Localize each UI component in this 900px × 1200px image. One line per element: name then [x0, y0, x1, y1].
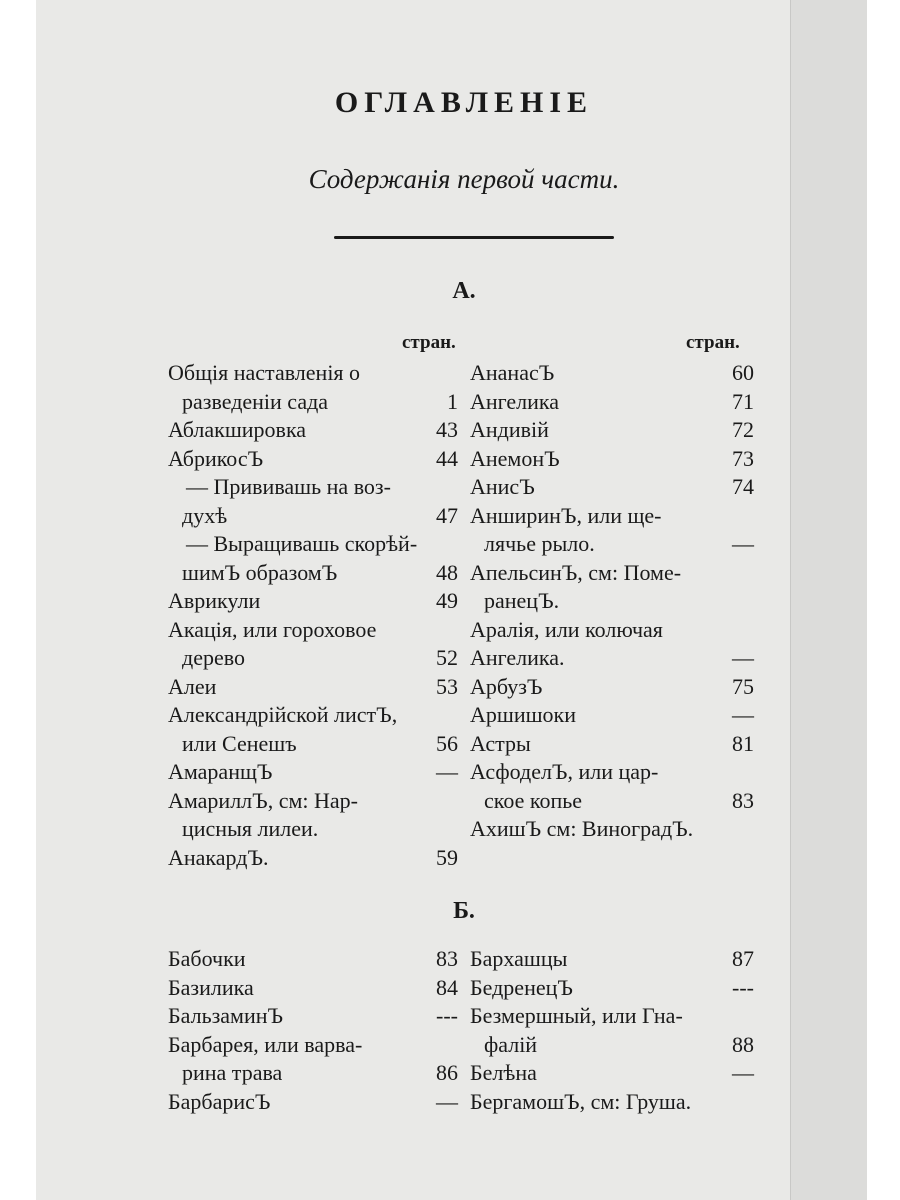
toc-entry: [168, 389, 458, 418]
toc-entry-label: дерево: [182, 645, 245, 670]
toc-entry: [168, 503, 458, 532]
toc-entry: [470, 946, 754, 975]
toc-entry-label: Бабочки: [168, 946, 246, 971]
toc-entry: [168, 975, 458, 1004]
toc-entry-label: Барбарея, или варва-: [168, 1031, 363, 1057]
toc-entry-label: духѣ: [182, 502, 228, 528]
toc-entry-page: 53: [436, 673, 458, 699]
section-a-right-column: [470, 360, 754, 845]
section-b-heading: Б.: [453, 898, 475, 924]
toc-entry-label: Аблакшировка: [168, 417, 307, 442]
toc-entry-label: АхишЪ см: ВиноградЪ.: [470, 816, 694, 841]
toc-entry-page: 84: [436, 974, 458, 1000]
toc-entry: [470, 674, 754, 703]
toc-entry: [168, 674, 458, 703]
toc-entry-page: 81: [732, 730, 754, 756]
toc-entry-label: АмаранщЪ: [168, 759, 273, 784]
toc-entry-page: 49: [436, 588, 458, 613]
toc-entry: [470, 731, 754, 760]
toc-entry-page: 83: [732, 787, 754, 813]
toc-entry-page: 56: [436, 730, 458, 756]
toc-entry: [470, 588, 754, 617]
table-of-contents: [164, 0, 764, 1200]
section-b-right-column: [470, 946, 754, 1117]
toc-entry-label: Бархашцы: [470, 946, 568, 971]
toc-entry: [168, 560, 458, 589]
section-a-heading: А.: [452, 278, 476, 304]
toc-entry-page: 72: [732, 417, 754, 442]
toc-entry-page: ---: [732, 974, 754, 1000]
toc-entry: [168, 702, 458, 731]
toc-entry: [168, 1003, 458, 1032]
toc-entry: [168, 1032, 458, 1061]
toc-entry: [470, 389, 754, 418]
toc-entry-page: 88: [732, 1031, 754, 1057]
toc-entry-page: —: [732, 531, 754, 556]
toc-entry-page: —: [732, 1060, 754, 1085]
toc-entry-page: —: [436, 759, 458, 784]
toc-entry-label: Базилика: [168, 974, 254, 1000]
toc-entry-page: 52: [436, 645, 458, 670]
toc-entry-label: БарбарисЪ: [168, 1088, 271, 1114]
toc-entry-label: Андивій: [470, 417, 549, 442]
toc-entry: [168, 417, 458, 446]
toc-entry: [470, 1089, 754, 1118]
toc-entry-label: Аралія, или колючая: [470, 616, 663, 642]
toc-entry-label: шимЪ образомЪ: [182, 559, 338, 585]
toc-entry-page: ---: [436, 1003, 458, 1028]
toc-entry-page: 71: [732, 388, 754, 414]
toc-entry-label: АнисЪ: [470, 474, 535, 499]
toc-entry: [168, 588, 458, 617]
toc-entry-label: АрбузЪ: [470, 673, 543, 699]
toc-entry: [168, 816, 458, 845]
toc-entry: [168, 845, 458, 874]
toc-entry-label: Аврикули: [168, 588, 261, 613]
toc-entry-page: 86: [436, 1060, 458, 1085]
section-a-left-column: [168, 360, 458, 873]
toc-entry: [168, 946, 458, 975]
toc-entry: [168, 360, 458, 389]
toc-entry: [470, 816, 754, 845]
toc-entry-page: 44: [436, 445, 458, 471]
toc-entry: [168, 759, 458, 788]
toc-entry-label: Астры: [470, 730, 531, 756]
toc-entry: [470, 759, 754, 788]
toc-entry-label: АсфоделЪ, или цар-: [470, 759, 659, 784]
toc-entry-label: лячье рыло.: [484, 531, 595, 556]
toc-entry-label: Безмершный, или Гна-: [470, 1003, 683, 1028]
toc-entry: [470, 417, 754, 446]
toc-entry-label: Белѣна: [470, 1060, 537, 1085]
toc-entry-page: 60: [732, 360, 754, 385]
toc-entry-label: Акація, или гороховое: [168, 616, 377, 642]
page-edge-shadow: [790, 0, 867, 1200]
toc-entry-label: ское копье: [484, 787, 583, 813]
toc-entry: [470, 788, 754, 817]
toc-entry: [470, 1060, 754, 1089]
toc-entry: [470, 617, 754, 646]
toc-entry-label: АнширинЪ, или ще-: [470, 502, 662, 528]
toc-entry-page: 59: [436, 844, 458, 870]
page-subtitle: Содержанія первой части.: [308, 164, 620, 194]
toc-entry: [168, 446, 458, 475]
toc-entry-label: Общія наставленія о: [168, 360, 361, 385]
toc-entry-page: 43: [436, 417, 458, 442]
toc-entry: [168, 1060, 458, 1089]
toc-entry: [168, 531, 458, 560]
toc-entry-label: рина трава: [182, 1060, 283, 1085]
toc-entry: [168, 474, 458, 503]
toc-entry: [470, 645, 754, 674]
column-head-left: стран.: [402, 332, 456, 353]
toc-entry: [470, 360, 754, 389]
toc-entry-page: —: [436, 1088, 458, 1114]
toc-entry-label: Аршишоки: [470, 702, 577, 727]
section-b-left-column: [168, 946, 458, 1117]
toc-entry-label: цисныя лилеи.: [182, 816, 319, 841]
toc-entry-page: 83: [436, 946, 458, 971]
toc-entry-label: ранецЪ.: [484, 588, 560, 613]
toc-entry-page: 73: [732, 445, 754, 471]
toc-entry-page: —: [732, 645, 754, 670]
toc-entry: [168, 645, 458, 674]
page-title: ОГЛАВЛЕНІЕ: [334, 86, 594, 119]
toc-entry: [470, 975, 754, 1004]
toc-entry: [470, 702, 754, 731]
toc-entry-label: Ангелика: [470, 388, 560, 414]
toc-entry-label: АмариллЪ, см: Нар-: [168, 787, 358, 813]
column-head-right: стран.: [686, 332, 740, 353]
toc-entry-label: АнанасЪ: [470, 360, 555, 385]
toc-entry-label: — Выращивашь скорѣй-: [186, 531, 418, 556]
toc-entry-label: АнакардЪ.: [168, 844, 269, 870]
toc-entry-page: 48: [436, 559, 458, 585]
toc-entry: [470, 446, 754, 475]
toc-entry: [470, 474, 754, 503]
toc-entry: [470, 1003, 754, 1032]
toc-entry: [470, 560, 754, 589]
toc-entry-label: АнемонЪ: [470, 445, 560, 471]
toc-entry: [168, 617, 458, 646]
toc-entry-label: фалій: [484, 1031, 538, 1057]
toc-entry-label: Ангелика.: [470, 645, 565, 670]
toc-entry: [470, 503, 754, 532]
toc-entry-page: —: [732, 702, 754, 727]
toc-entry: [470, 531, 754, 560]
toc-entry-label: АбрикосЪ: [168, 445, 264, 471]
toc-entry-page: 87: [732, 946, 754, 971]
toc-entry-label: Александрійской листЪ,: [168, 702, 398, 727]
toc-entry-page: 74: [732, 474, 754, 499]
toc-entry-label: БальзаминЪ: [168, 1003, 284, 1028]
toc-entry-label: Алеи: [168, 673, 217, 699]
toc-entry-page: 1: [447, 388, 458, 414]
toc-entry-label: АпельсинЪ, см: Поме-: [470, 559, 682, 585]
toc-entry-label: или Сенешъ: [182, 730, 297, 756]
toc-entry: [168, 1089, 458, 1118]
toc-entry-label: БедренецЪ: [470, 974, 573, 1000]
toc-entry: [470, 1032, 754, 1061]
toc-entry-page: 75: [732, 673, 754, 699]
toc-entry: [168, 731, 458, 760]
toc-entry-label: БергамошЪ, см: Груша.: [470, 1088, 692, 1114]
toc-entry-label: разведеніи сада: [182, 388, 329, 414]
toc-entry: [168, 788, 458, 817]
toc-entry-page: 47: [436, 502, 458, 528]
divider-rule: [334, 236, 614, 239]
toc-entry-label: — Прививашь на воз-: [186, 474, 391, 499]
